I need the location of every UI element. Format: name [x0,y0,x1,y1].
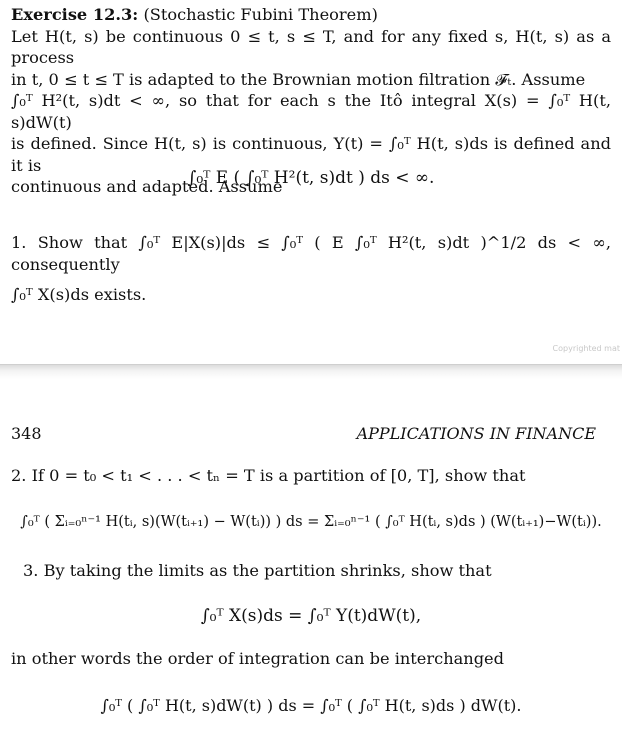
item-3: 3. By taking the limits as the partition shrinks, show that [23,561,492,580]
exercise-heading: Exercise 12.3: [11,5,139,24]
paragraph-line-1: Let H(t, s) be continuous 0 ≤ t, s ≤ T, and for any fixed s, H(t, s) as a process [11,26,611,67]
equation-fubini-short: ∫₀ᵀ X(s)ds = ∫₀ᵀ Y(t)dW(t), [200,606,422,626]
item-1-line-2: ∫₀ᵀ X(s)ds exists. [11,285,147,304]
exercise-title: (Stochastic Fubini Theorem) [143,5,378,24]
paragraph-line-2: in t, 0 ≤ t ≤ T is adapted to the Brownian motion filtration 𝓕ₜ. Assume [11,69,586,89]
equation-fubini-full: ∫₀ᵀ ( ∫₀ᵀ H(t, s)dW(t) ) ds = ∫₀ᵀ ( ∫₀ᵀ H(t, s)ds ) dW(t). [100,696,522,715]
item-2: 2. If 0 = t₀ < t₁ < . . . < tₙ = T is a partition of [0, T], show that [11,466,526,485]
copyright-watermark: Copyrighted mat [552,344,620,353]
item-1 [11,232,611,306]
conclusion-line: in other words the order of integration can be interchanged [11,649,504,668]
running-head-section: APPLICATIONS IN FINANCE [356,424,596,443]
equation-partition: ∫₀ᵀ ( Σᵢ₌₀ⁿ⁻¹ H(tᵢ, s)(W(tᵢ₊₁) − W(tᵢ)) ) ds = Σᵢ₌₀ⁿ⁻¹ ( ∫₀ᵀ H(tᵢ, s)ds ) (W(tᵢ₊₁)−W(tᵢ)). [20,514,602,530]
exercise-title-line [11,4,611,26]
item-1-line-1: 1. Show that ∫₀ᵀ E|X(s)|ds ≤ ∫₀ᵀ ( E ∫₀ᵀ H²(t, s)dt )^1/2 ds < ∞, consequently [11,233,611,274]
page-break-divider [0,364,622,379]
equation-integrability: ∫₀ᵀ E ( ∫₀ᵀ H²(t, s)dt ) ds < ∞. [187,168,435,188]
paragraph-line-4: is defined. Since H(t, s) is continuous, Y(t) = ∫₀ᵀ H(t, s)ds is defined and it is [11,134,611,175]
paragraph-line-3: ∫₀ᵀ H²(t, s)dt < ∞, so that for each s the Itô integral X(s) = ∫₀ᵀ H(t, s)dW(t) [11,91,611,132]
page-number: 348 [11,424,42,443]
paragraph-line-5: continuous and adapted. Assume [11,177,283,196]
